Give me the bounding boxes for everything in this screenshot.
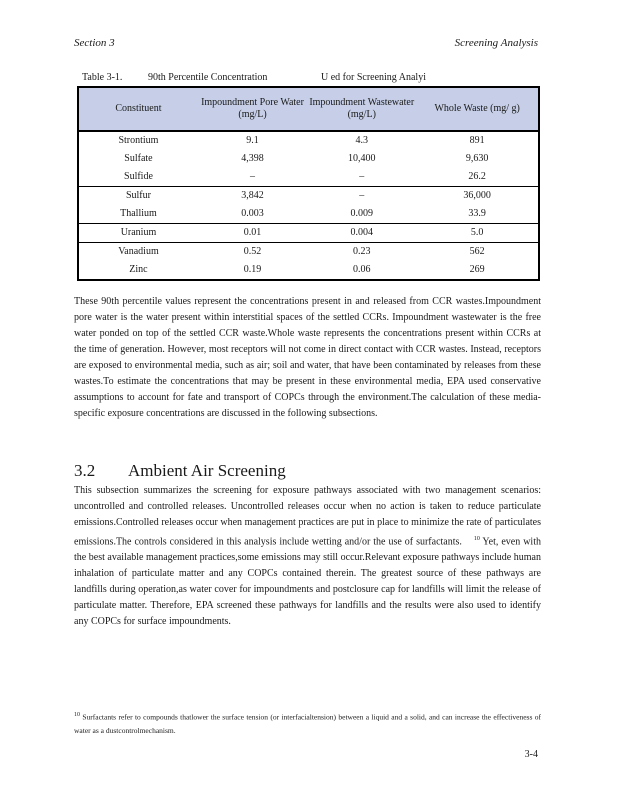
running-header-section: Section 3 <box>74 37 115 49</box>
table-row <box>78 168 539 187</box>
table-cell: – <box>359 190 365 201</box>
body-paragraph-air-screening <box>74 483 541 630</box>
table-cell: 36,000 <box>463 190 491 201</box>
table-caption <box>82 72 426 83</box>
body-paragraph-percentile: These 90th percentile values represent the concentrations present in and released from CCR wastes.Impoundment pore water is the water present within interstitial spaces of the settled CCRs. Impoundment wastewater is the free water ponded on top of the settled CCR waste.Whole waste represents the concentrations present within CCRs at the time of generation. However, most receptors will not come in direct contact with CCR wastes. Instead, receptors are exposed to environmental media, such as air; soil and water, that have been contaminated by releases from these wastes.To estimate the concentrations that may be present in these environmental media, EPA used conservative assumptions to account for fate and transport of COPCs through the environment.The calculation of these media-specific exposure concentrations are discussed in the following subsections. <box>74 296 541 419</box>
column-header-wastewater: Impoundment Wastewater (mg/L) <box>307 87 416 131</box>
table-cell: – <box>307 168 416 187</box>
table-cell: Sulfide <box>78 168 198 187</box>
table-cell: 3,842 <box>241 190 264 201</box>
column-header-constituent: Constituent <box>78 87 198 131</box>
page-number: 3-4 <box>524 749 538 760</box>
footnote-text: Surfactants refer to compounds thatlower the surface tension (or interfacialtension) between a liquid and a solid, and can increase the effectiveness of water as a dustcontrolmechanism. <box>74 712 541 735</box>
table-cell: 891 <box>469 135 485 146</box>
table-caption-label: Table 3-1. <box>82 72 123 83</box>
table-cell: 562 <box>469 246 485 257</box>
table-cell: Zinc <box>129 264 148 275</box>
table-cell: 0.003 <box>198 205 307 224</box>
footnote-reference[interactable]: 10 <box>473 536 480 542</box>
footnote-number: 10 <box>74 712 80 718</box>
section-number: 3.2 <box>74 461 96 480</box>
table-cell: 4.3 <box>355 135 368 146</box>
table-cell: 5.0 <box>416 224 539 243</box>
table-cell: 0.01 <box>198 224 307 243</box>
table-cell: 0.23 <box>353 246 371 257</box>
table-cell: 10,400 <box>348 153 376 164</box>
table-cell: 4,398 <box>241 153 264 164</box>
running-header-title: Screening Analysis <box>454 37 538 49</box>
column-header-whole-waste: Whole Waste (mg/ g) <box>416 87 539 131</box>
table-cell: 0.19 <box>243 264 262 275</box>
table-row <box>78 243 539 262</box>
concentration-table <box>77 86 540 281</box>
table-cell: 0.52 <box>243 246 262 257</box>
section-title: Ambient Air Screening <box>128 461 286 480</box>
table-cell: 0.06 <box>353 264 371 275</box>
table-cell: 26.2 <box>416 168 539 187</box>
table-cell: 9,630 <box>465 153 489 164</box>
table-caption-text: 90th Percentile Concentration <box>148 72 268 83</box>
table-row <box>78 187 539 206</box>
table-cell: 33.9 <box>416 205 539 224</box>
table-cell: Sulfur <box>125 190 151 201</box>
table-cell: Strontium <box>118 135 159 146</box>
table-caption-tail: U ed for Screening Analyi <box>321 72 426 83</box>
table-cell: Sulfate <box>124 153 153 164</box>
paragraph-text-continued: Yet, even with the best available management practices,some emissions may still occur.Relevant exposure pathways include human inhalation of particulate matter and any COPCs contained therein. The greatest source of these pathways are landfills during operation,as water cover for impoundments and postclosure cap for landfills will limit the release of particulate matter. Therefore, EPA screened these pathways for landfills and the results were also used to identify any COPCs for surface impoundments. <box>74 536 541 628</box>
table-row <box>78 205 539 224</box>
section-heading <box>74 461 286 481</box>
table-cell: Uranium <box>78 224 198 243</box>
table-row <box>78 131 539 150</box>
table-cell: Thallium <box>78 205 198 224</box>
table-cell: 0.009 <box>307 205 416 224</box>
table-cell: Vanadium <box>118 246 159 257</box>
table-cell: 9.1 <box>246 135 259 146</box>
table-cell: 0.004 <box>307 224 416 243</box>
table-cell: – <box>198 168 307 187</box>
table-row <box>78 150 539 168</box>
table-row <box>78 261 539 280</box>
table-row <box>78 224 539 243</box>
column-header-pore-water: Impoundment Pore Water (mg/L) <box>198 87 307 131</box>
footnote <box>74 709 541 737</box>
table-cell: 269 <box>469 264 485 275</box>
paragraph-text: This subsection summarizes the screening for exposure pathways associated with two management scenarios: uncontrolled and controlled releases. Uncontrolled releases occur when no action is taken to reduce particulate emissions.Controlled releases occur when management practices are put in place to minimize the rate of particulates emissions.The controls considered in this analysis include wetting and/or the use of surfactants. <box>74 485 541 548</box>
